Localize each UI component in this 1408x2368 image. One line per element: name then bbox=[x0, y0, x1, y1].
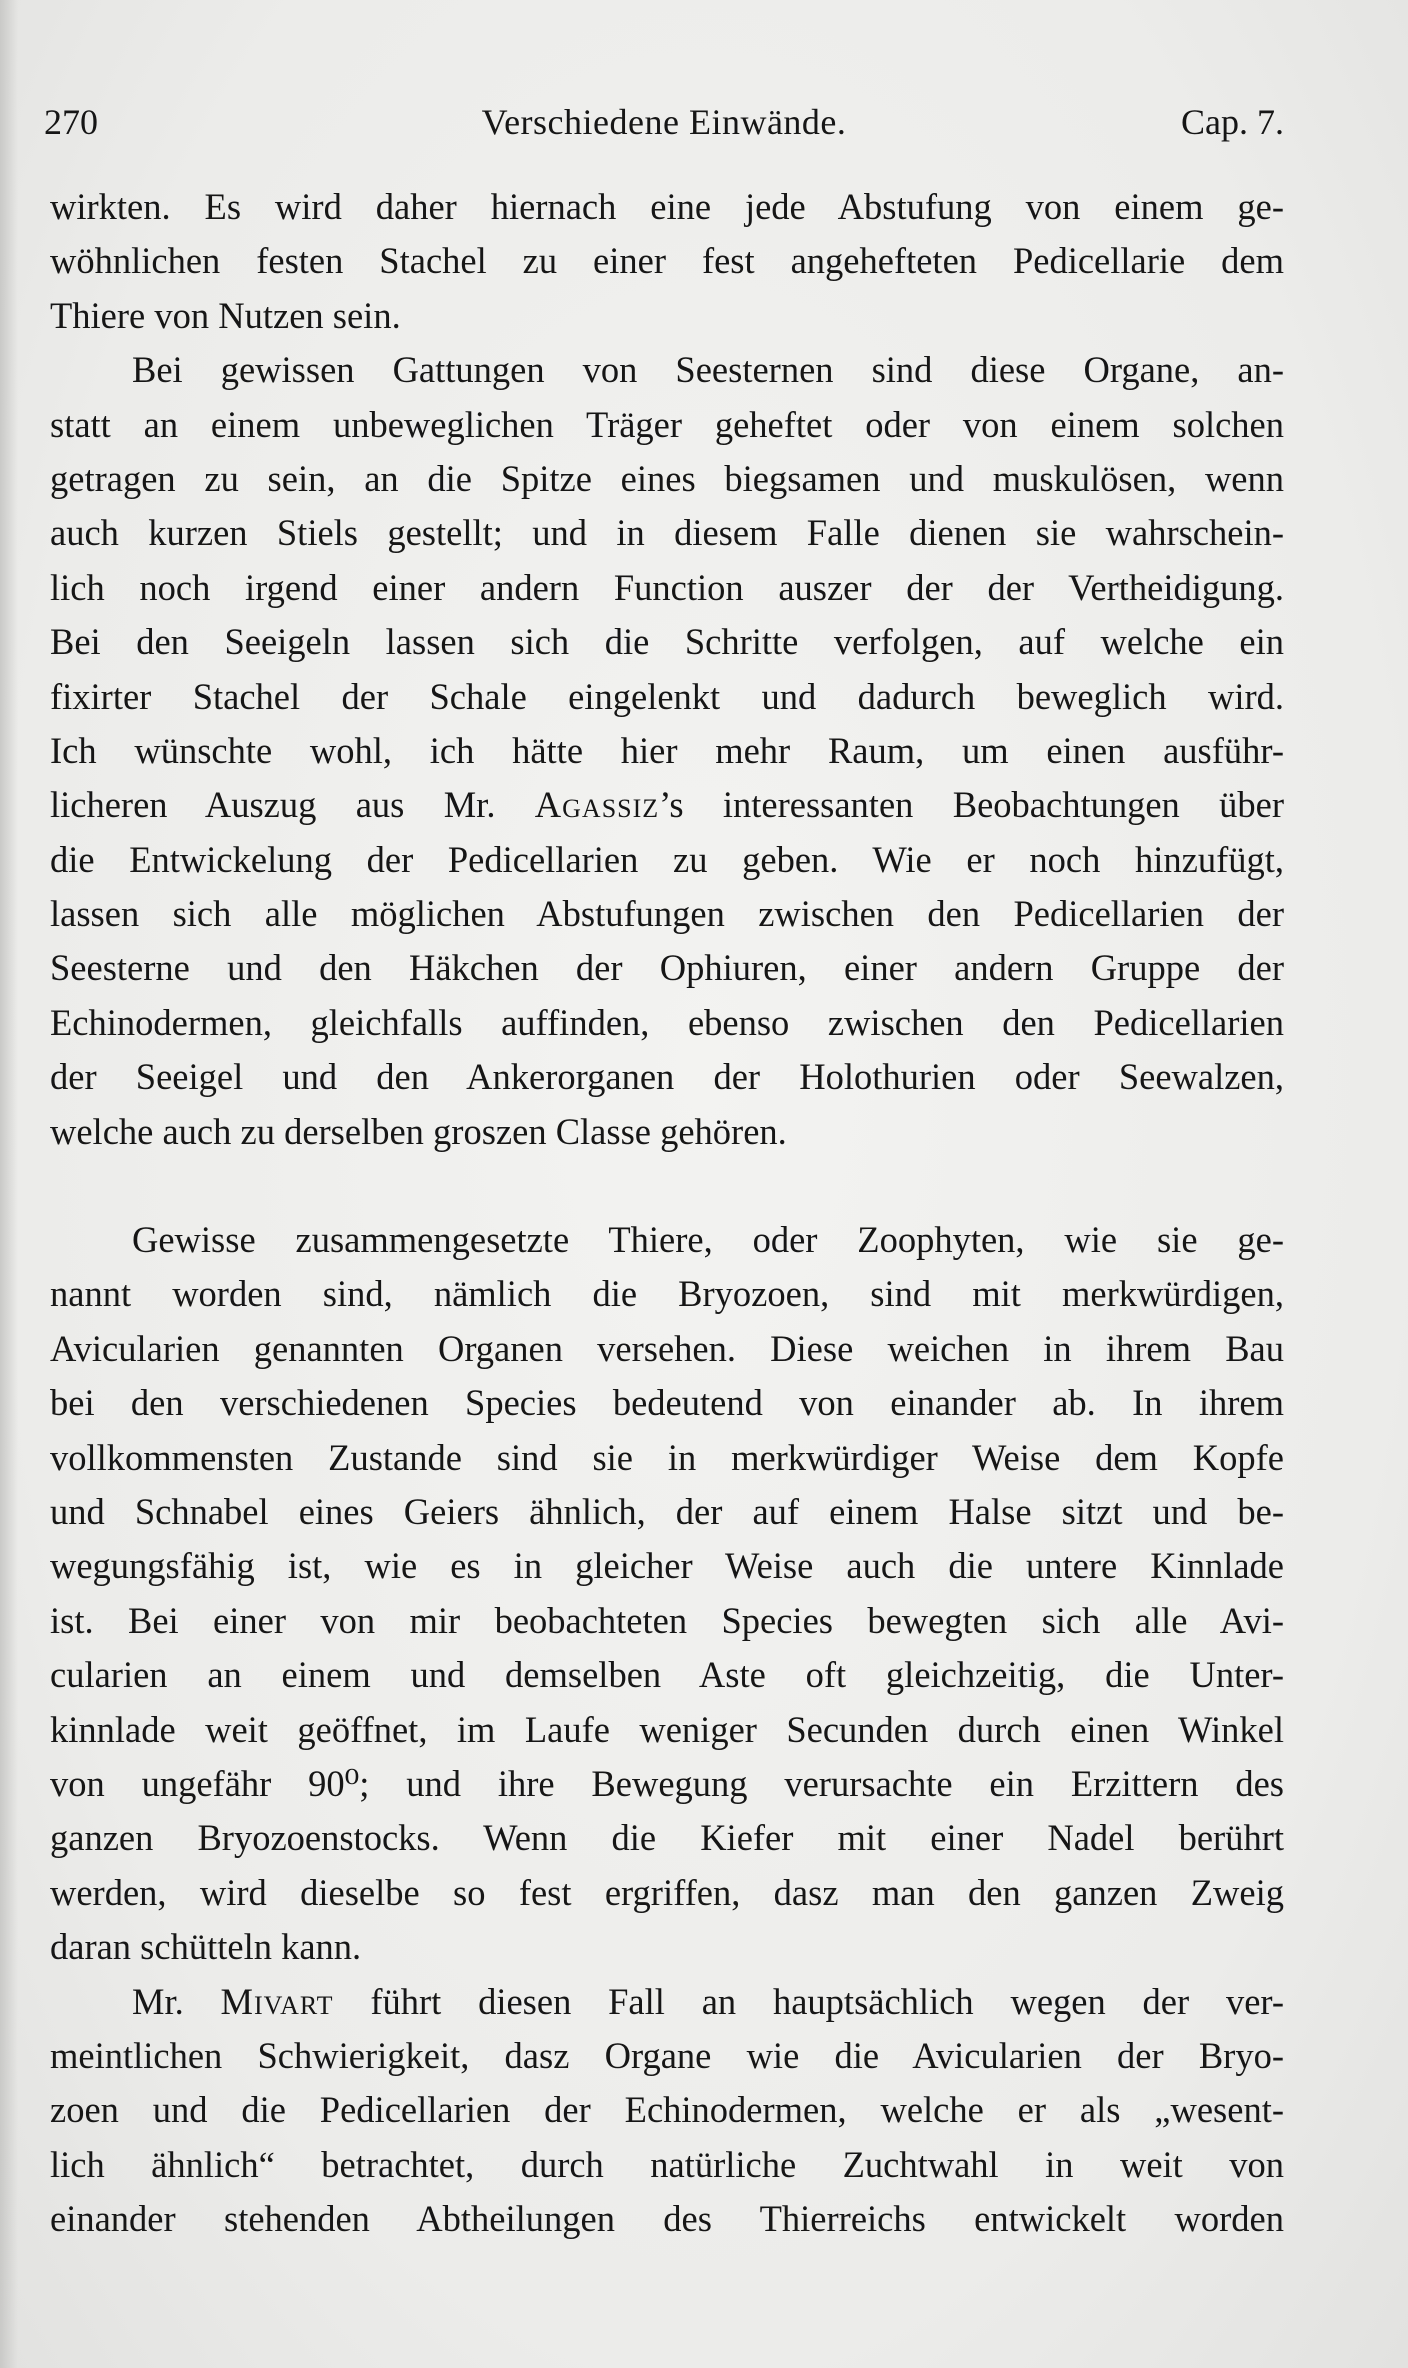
text-run: einander stehenden Abtheilungen des Thierreichs entwickelt worden bbox=[50, 2198, 1284, 2240]
text-line bbox=[50, 452, 1284, 506]
text-line bbox=[50, 1866, 1284, 1920]
paragraph bbox=[50, 1975, 1284, 2247]
page-gutter-shadow bbox=[0, 0, 18, 2368]
text-line bbox=[50, 343, 1284, 397]
text-run: cularien an einem und demselben Aste oft gleichzeitig, die Unter- bbox=[50, 1654, 1284, 1696]
text-line bbox=[50, 1975, 1284, 2029]
text-line bbox=[50, 1485, 1284, 1539]
author-name: Mivart bbox=[220, 1980, 334, 2022]
text-run: lich ähnlich“ betrachtet, durch natürliche Zuchtwahl in weit von bbox=[50, 2143, 1284, 2185]
text-run: Bei den Seeigeln lassen sich die Schritte verfolgen, auf welche ein bbox=[50, 621, 1284, 663]
text-line bbox=[50, 2138, 1284, 2192]
text-line bbox=[50, 1811, 1284, 1865]
text-run: lassen sich alle möglichen Abstufungen zwischen den Pedicellarien der bbox=[50, 893, 1284, 935]
running-header bbox=[44, 96, 1284, 148]
text-run: wirkten. Es wird daher hiernach eine jede Abstufung von einem ge- bbox=[50, 186, 1284, 227]
text-line bbox=[50, 1213, 1284, 1267]
text-run: auch kurzen Stiels gestellt; und in diesem Falle dienen sie wahrschein- bbox=[50, 512, 1284, 554]
text-line bbox=[50, 1050, 1284, 1104]
paragraph bbox=[50, 1213, 1284, 1974]
text-line bbox=[50, 1267, 1284, 1321]
text-line bbox=[50, 996, 1284, 1050]
text-run: führt diesen Fall an hauptsächlich wegen der ver- bbox=[333, 1980, 1284, 2022]
text-run: licheren Auszug aus Mr. bbox=[50, 784, 535, 826]
text-line bbox=[50, 180, 1284, 234]
text-line bbox=[50, 1431, 1284, 1485]
text-run: wöhnlichen festen Stachel zu einer fest angehefteten Pedicellarie dem bbox=[50, 240, 1284, 282]
text-run: Avicularien genannten Organen versehen. Diese weichen in ihrem Bau bbox=[50, 1327, 1284, 1369]
text-run: welche auch zu derselben groszen Classe gehören. bbox=[50, 1110, 787, 1152]
text-line bbox=[50, 234, 1284, 288]
text-line bbox=[50, 1105, 1284, 1159]
chapter-label: Cap. 7. bbox=[1181, 102, 1284, 142]
text-run: ist. Bei einer von mir beobachteten Species bewegten sich alle Avi- bbox=[50, 1599, 1284, 1641]
text-run: bei den verschiedenen Species bedeutend von einander ab. In ihrem bbox=[50, 1382, 1284, 1424]
text-run: daran schütteln kann. bbox=[50, 1926, 362, 1968]
text-line bbox=[50, 1322, 1284, 1376]
text-run: der Seeigel und den Ankerorganen der Holothurien oder Seewalzen, bbox=[50, 1056, 1284, 1098]
text-run: fixirter Stachel der Schale eingelenkt und dadurch beweglich wird. bbox=[50, 675, 1284, 717]
text-run: Seesterne und den Häkchen der Ophiuren, einer andern Gruppe der bbox=[50, 947, 1284, 989]
text-run: Thiere von Nutzen sein. bbox=[50, 294, 401, 336]
text-line bbox=[50, 2083, 1284, 2137]
text-run: meintlichen Schwierigkeit, dasz Organe wie die Avicularien der Bryo- bbox=[50, 2034, 1284, 2076]
text-line bbox=[50, 289, 1284, 343]
text-run: zoen und die Pedicellarien der Echinodermen, welche er als „wesent- bbox=[50, 2089, 1284, 2131]
text-run: und Schnabel eines Geiers ähnlich, der auf einem Halse sitzt und be- bbox=[50, 1490, 1284, 1532]
text-run: Ich wünschte wohl, ich hätte hier mehr Raum, um einen ausführ- bbox=[50, 729, 1284, 771]
text-run: Mr. bbox=[132, 1980, 221, 2022]
text-run: wegungsfähig ist, wie es in gleicher Weise auch die untere Kinnlade bbox=[50, 1545, 1284, 1587]
author-name: Agassiz bbox=[534, 784, 660, 826]
text-run: lich noch irgend einer andern Function auszer der der Vertheidigung. bbox=[50, 566, 1284, 608]
text-line bbox=[50, 506, 1284, 560]
page-number: 270 bbox=[44, 102, 98, 142]
text-line bbox=[50, 670, 1284, 724]
text-run: ’s interessanten Beobachtungen über bbox=[659, 784, 1284, 826]
text-run: Echinodermen, gleichfalls auffinden, ebenso zwischen den Pedicellarien bbox=[50, 1001, 1284, 1043]
text-run: statt an einem unbeweglichen Träger geheftet oder von einem solchen bbox=[50, 403, 1284, 445]
text-run: vollkommensten Zustande sind sie in merkwürdiger Weise dem Kopfe bbox=[50, 1436, 1284, 1478]
text-line bbox=[50, 833, 1284, 887]
text-run: Gewisse zusammengesetzte Thiere, oder Zoophyten, wie sie ge- bbox=[132, 1219, 1284, 1261]
text-line bbox=[50, 1594, 1284, 1648]
running-title: Verschiedene Einwände. bbox=[481, 102, 847, 142]
text-run: kinnlade weit geöffnet, im Laufe weniger Secunden durch einen Winkel bbox=[50, 1708, 1284, 1750]
text-run: die Entwickelung der Pedicellarien zu geben. Wie er noch hinzufügt, bbox=[50, 838, 1284, 880]
text-line bbox=[50, 1757, 1284, 1811]
text-line bbox=[50, 778, 1284, 832]
text-line bbox=[50, 887, 1284, 941]
body-text bbox=[50, 180, 1284, 2246]
text-line bbox=[50, 561, 1284, 615]
text-line bbox=[50, 1648, 1284, 1702]
text-line bbox=[50, 1920, 1284, 1974]
text-line bbox=[50, 398, 1284, 452]
text-line bbox=[50, 941, 1284, 995]
text-line bbox=[50, 2029, 1284, 2083]
paragraph-gap bbox=[50, 1159, 1284, 1213]
text-run: nannt worden sind, nämlich die Bryozoen, sind mit merkwürdigen, bbox=[50, 1273, 1284, 1315]
text-run: werden, wird dieselbe so fest ergriffen, dasz man den ganzen Zweig bbox=[50, 1871, 1284, 1913]
text-line bbox=[50, 615, 1284, 669]
text-line bbox=[50, 1539, 1284, 1593]
text-line bbox=[50, 724, 1284, 778]
text-run: getragen zu sein, an die Spitze eines biegsamen und muskulösen, wenn bbox=[50, 457, 1284, 499]
text-run: von ungefähr 90⁰; und ihre Bewegung verursachte ein Erzittern des bbox=[50, 1762, 1284, 1804]
text-line bbox=[50, 1376, 1284, 1430]
text-line bbox=[50, 2192, 1284, 2246]
paragraph bbox=[50, 343, 1284, 1159]
text-line bbox=[50, 1703, 1284, 1757]
paragraph bbox=[50, 180, 1284, 343]
text-run: ganzen Bryozoenstocks. Wenn die Kiefer mit einer Nadel berührt bbox=[50, 1817, 1284, 1859]
text-run: Bei gewissen Gattungen von Seesternen sind diese Organe, an- bbox=[132, 349, 1284, 391]
